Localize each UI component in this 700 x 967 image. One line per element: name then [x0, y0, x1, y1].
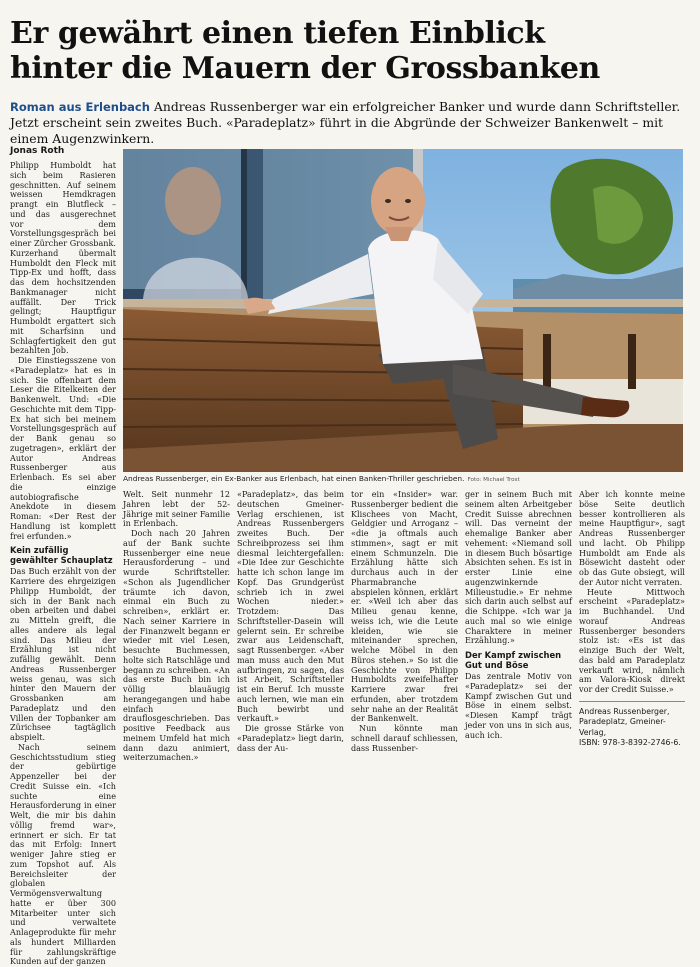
- photo-illustration: [123, 149, 683, 472]
- paragraph: Nun könnte man schnell darauf schliessen, dass Russenber-: [351, 723, 458, 753]
- paragraph: Nach seinem Geschichtsstudium stieg der gebürtige Appenzeller bei der Credit Suisse ein. «Ich suchte eine Herausforderung in einer Welt, die mir bis dahin völlig fremd war», erinnert er sich. Er tat das mit Erfolg: Innert weniger Jahre stieg er zum Topshot auf. Als Bereichsleiter der globalen Vermögensverwaltung hatte er über 300 Mitarbeiter unter sich und verwaltete Anlageprodukte für mehr als hundert Milliarden für zahlungskräftige Kunden auf der ganzen: [10, 741, 116, 967]
- paragraph: Das zentrale Motiv von «Paradeplatz» sei der Kampf zwischen Gut und Böse in einem selbst. «Diesen Kampf trägt jeder von uns in sich aus, auch ich.: [465, 671, 572, 740]
- book-isbn: ISBN: 978-3-8392-2746-6.: [579, 738, 681, 748]
- paragraph: ger in seinem Buch mit seinem alten Arbeitgeber Credit Suisse abrechnen will. Das verneint der ehemalige Banker aber vehement: «Niemand soll in diesem Buch bösartige Absichten sehen. Es ist in erster Linie eine augenzwinkernde Milieustudie.» Er nehme sich darin auch selbst auf die Schippe. «Ich war ja auch mal so wie einige Charaktere in meiner Erzählung.»: [465, 489, 572, 646]
- paragraph: tor ein «Insider» war. Russenberger bedient die Klischees von Macht, Geldgier und Arroganz – «die ja oftmals auch stimmen», sagt er mit einem Schmunzeln. Die Erzählung hätte sich durchaus auch in der Pharmabranche abspielen können, erklärt er. «Weil ich aber das Milieu genau kenne, weiss ich, wie die Leute kleiden, wie sie miteinander sprechen, welche Möbel in den Büros stehen.» So ist die Geschichte von Philipp Humboldts zweifelhafter Karriere zwar frei erfunden, aber trotzdem sehr nahe an der Realität der Bankenwelt.: [351, 489, 458, 724]
- subheading: Kein zufällig gewählter Schauplatz: [10, 545, 113, 566]
- paragraph: Doch nach 20 Jahren auf der Bank suchte Russenberger eine neue Herausforderung – und wurde Schriftsteller. «Schon als Jugendlicher träumte ich davon, einmal ein Buch zu schreiben», erklärt er. Nach seiner Karriere in der Finanzwelt begann er wieder mit viel Lesen, besuchte Buchmessen, holte sich Ratschläge und begann zu schreiben. «An das erste Buch bin ich völlig blauäugig herangegangen und habe einfach drauflosgeschrieben. Das positive Feedback aus meinem Umfeld hat mich dann dazu animiert, weiterzumachen.»: [123, 528, 230, 763]
- lead-text: Andreas Russenberger war ein erfolgreicher Banker und wurde dann Schriftsteller. Jetzt erscheint sein zweites Buch. «Paradeplatz» führt in die Abgründe der Schweizer Bankenwelt – mit einem Augenzwinkern.: [10, 99, 681, 146]
- book-title-publisher: Paradeplatz, Gmeiner-Verlag,: [579, 717, 666, 737]
- article-column-2: [123, 489, 230, 763]
- kicker: Roman aus Erlenbach: [10, 100, 150, 114]
- paragraph: Welt. Seit nunmehr 12 Jahren lebt der 52-Jährige mit seiner Familie in Erlenbach.: [123, 489, 230, 529]
- headline: [10, 16, 690, 86]
- headline-line-2: hinter die Mauern der Grossbanken: [10, 51, 600, 86]
- paragraph: «Paradeplatz», das beim deutschen Gmeiner-Verlag erschienen, ist Andreas Russenbergers zweites Buch. Der Schreibprozess sei ihm diesmal leichtergefallen: «Die Idee zur Geschichte hatte ich schon lange im Kopf. Das Grundgerüst schrieb ich in zwei Wochen nieder.» Trotzdem: Das Schriftsteller-Dasein will gelernt sein. Er schreibe zwar aus Leidenschaft, sagt Russenberger. «Aber man muss auch den Mut aufbringen, zu sagen, das ist Arbeit, Schriftsteller ist ein Beruf. Ich musste auch lernen, wie man ein Buch bewirbt und verkauft.»: [237, 489, 344, 724]
- photo-caption: [123, 474, 683, 485]
- headline-line-1: Er gewährt einen tiefen Einblick: [10, 16, 545, 51]
- photo-credit: Foto: Michael Trost: [467, 477, 520, 483]
- paragraph: Philipp Humboldt hat sich beim Rasieren geschnitten. Auf seinem weissen Hemdkragen prangt ein Blutfleck – und das ausgerechnet vor dem Vorstellungsgespräch bei einer Zürcher Grossbank. Kurzerhand übermalt Humboldt den Fleck mit Tipp-Ex und hofft, dass das dem hochsitzenden Bankmanager nicht auffällt. Der Trick gelingt; Hauptfigur Humboldt ergattert sich mit Scharfsinn und Schlagfertigkeit den gut bezahlten Job.: [10, 160, 116, 356]
- subheading: Der Kampf zwischen Gut und Böse: [465, 650, 562, 670]
- article-column-1: [10, 160, 116, 967]
- book-info: [579, 701, 685, 749]
- book-author: Andreas Russenberger,: [579, 706, 670, 716]
- paragraph: Das Buch erzählt von der Karriere des ehrgeizigen Philipp Humboldt, der sich in der Bank nach oben arbeiten und dabei zu Mitteln greift, die alles andere als legal sind. Das Milieu der Erzählung ist nicht zufällig gewählt. Denn Andreas Russenberger weiss genau, was sich hinter den Mauern der Grossbanken am Paradeplatz und den Villen der Topbanker am Zürichsee tagtäglich abspielt.: [10, 566, 116, 742]
- paragraph: Die Einstiegsszene von «Paradeplatz» hat es in sich. Sie offenbart dem Leser die Eitelkeiten der Bankenwelt. Und: «Die Geschichte mit dem Tipp-Ex hat sich bei meinem Vorstellungsgespräch auf der Bank genau so zugetragen», erklärt der Autor Andreas Russenberger aus Erlenbach. Es sei aber die einzige autobiografische Anekdote in diesem Roman: «Der Rest der Handlung ist komplett frei erfunden.»: [10, 355, 116, 541]
- paragraph: Die grosse Stärke von «Paradeplatz» liegt darin, dass der Au-: [237, 723, 344, 753]
- article-photo: [123, 149, 683, 472]
- paragraph: Heute Mittwoch erscheint «Paradeplatz» im Buchhandel. Und worauf Andreas Russenberger besonders stolz ist: «Es ist das einzige Buch der Welt, das bald am Paradeplatz verkauft wird, nämlich am Valora-Kiosk direkt vor der Credit Suisse.»: [579, 586, 685, 694]
- author-byline: Jonas Roth: [10, 146, 65, 156]
- paragraph: Aber ich konnte meine böse Seite deutlich besser kontrollieren als meine Hauptfigur», sagt Andreas Russenberger und lacht. Ob Philipp Humboldt am Ende als Bösewicht dasteht oder ob das Gute obsiegt, will der Autor nicht verraten.: [579, 489, 685, 587]
- article-column-6: [579, 489, 685, 748]
- caption-text: Andreas Russenberger, ein Ex-Banker aus Erlenbach, hat einen Banken-Thriller geschrieben.: [123, 474, 465, 483]
- article-column-5: [465, 489, 572, 740]
- lead-paragraph: [10, 99, 690, 147]
- article-column-3: [237, 489, 344, 753]
- article-column-4: [351, 489, 458, 753]
